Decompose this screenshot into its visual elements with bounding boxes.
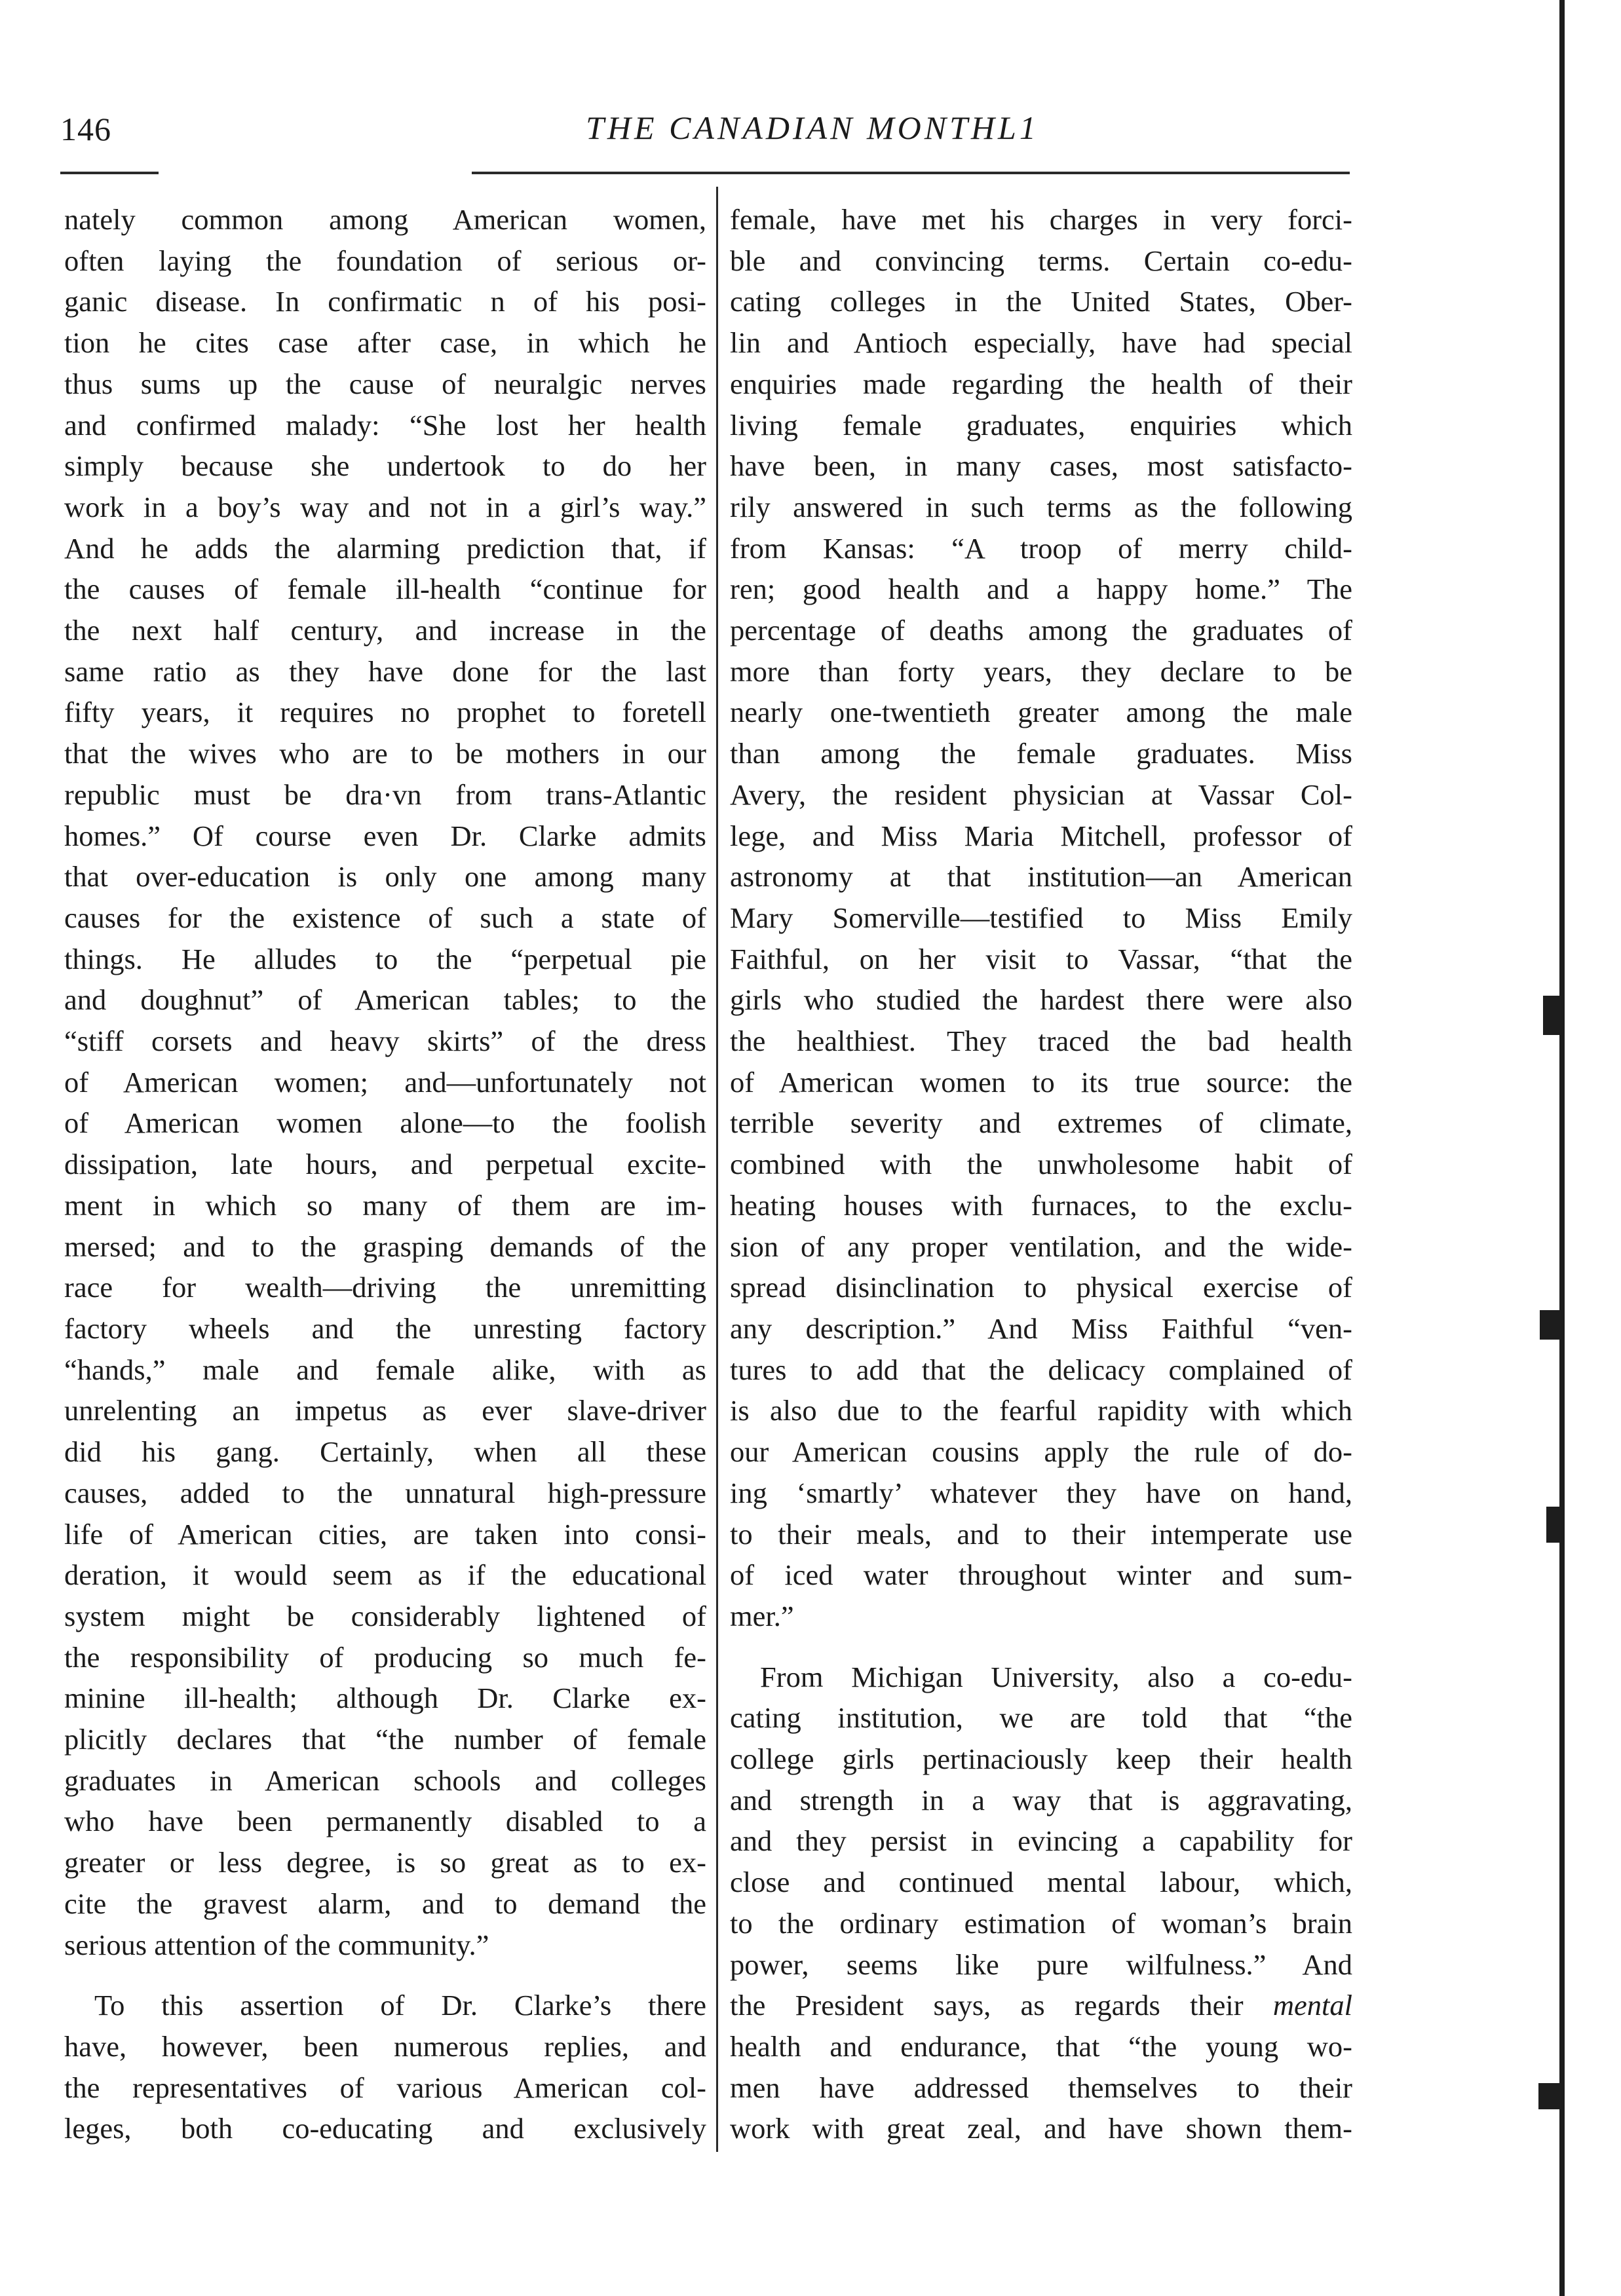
- text-line: [730, 1944, 1352, 1985]
- text-line: rily answered in such terms as the following: [730, 490, 1352, 523]
- text-line: same ratio as they have done for the last: [64, 654, 706, 688]
- text-line: of American women to its true source: the: [730, 1065, 1352, 1099]
- text-line: plicitly declares that “the number of female: [64, 1723, 706, 1756]
- text-line: ble and convincing terms. Certain co-edu-: [730, 244, 1352, 277]
- text-line: greater or less degree, is so great as to ex-: [64, 1846, 706, 1879]
- text-line: republic must be dra·vn from trans-Atlantic: [64, 778, 706, 811]
- text-line: of American women alone—to the foolish: [64, 1106, 706, 1140]
- text-line: our American cousins apply the rule of do-: [730, 1435, 1352, 1469]
- column-divider: [716, 187, 718, 2152]
- text-line: the healthiest. They traced the bad health: [730, 1025, 1352, 1058]
- text-line: system might be considerably lightened of: [64, 1599, 706, 1632]
- binding-edge: [1559, 0, 1565, 2296]
- binding-mark: [1546, 1507, 1563, 1543]
- text-line: of American women; and—unfortunately not: [64, 1065, 706, 1099]
- text-line: percentage of deaths among the graduates of: [730, 614, 1352, 647]
- text-line: causes, added to the unnatural high-pressure: [64, 1476, 706, 1509]
- text-run: and strength in a way that is aggravating,: [730, 1783, 1352, 1816]
- text-line: nately common among American women,: [64, 203, 706, 236]
- text-run: cating institution, we are told that “the: [730, 1701, 1352, 1735]
- text-line: more than forty years, they declare to be: [730, 654, 1352, 688]
- text-line: astronomy at that institution—an American: [730, 860, 1352, 894]
- text-line: cating colleges in the United States, Ober-: [730, 285, 1352, 318]
- text-line: causes for the existence of such a state of: [64, 901, 706, 934]
- text-line: nearly one-twentieth greater among the male: [730, 696, 1352, 729]
- text-line: unrelenting an impetus as ever slave-driver: [64, 1394, 706, 1427]
- text-line: have been, in many cases, most satisfacto-: [730, 449, 1352, 483]
- binding-mark: [1543, 996, 1563, 1035]
- text-line: often laying the foundation of serious or-: [64, 244, 706, 277]
- text-line: And he adds the alarming prediction that, if: [64, 531, 706, 565]
- text-line: tures to add that the delicacy complained of: [730, 1353, 1352, 1386]
- text-line: ing ‘smartly’ whatever they have on hand,: [730, 1476, 1352, 1509]
- text-line: of iced water throughout winter and sum-: [730, 1558, 1352, 1592]
- text-line: than among the female graduates. Miss: [730, 737, 1352, 770]
- binding-mark: [1540, 1310, 1559, 1340]
- text-line: ren; good health and a happy home.” The: [730, 573, 1352, 606]
- text-line: mersed; and to the grasping demands of the: [64, 1230, 706, 1263]
- left-column: [64, 199, 706, 2149]
- text-line: minine ill-health; although Dr. Clarke ex-: [64, 1682, 706, 1715]
- paragraph: [64, 199, 706, 1965]
- text-line: heating houses with furnaces, to the exclu-: [730, 1188, 1352, 1222]
- text-line: things. He alludes to the “perpetual pie: [64, 942, 706, 975]
- paragraph: [64, 1985, 706, 2149]
- text-line: men have addressed themselves to their: [730, 2071, 1352, 2104]
- page-number: 146: [60, 111, 111, 147]
- text-run: to the ordinary estimation of woman’s brain: [730, 1906, 1352, 1940]
- text-line: living female graduates, enquiries which: [730, 408, 1352, 442]
- text-line: spread disinclination to physical exercise of: [730, 1271, 1352, 1304]
- text-line: terrible severity and extremes of climate,: [730, 1106, 1352, 1140]
- text-run: and they persist in evincing a capability for: [730, 1824, 1352, 1858]
- text-run: college girls pertinaciously keep their health: [730, 1742, 1352, 1776]
- text-line: lege, and Miss Maria Mitchell, professor of: [730, 819, 1352, 852]
- text-line: “stiff corsets and heavy skirts” of the dress: [64, 1025, 706, 1058]
- text-line: work with great zeal, and have shown them-: [730, 2112, 1352, 2145]
- text-line: dissipation, late hours, and perpetual excite-: [64, 1148, 706, 1181]
- text-line: have, however, been numerous replies, and: [64, 2029, 706, 2063]
- text-line: [730, 1657, 1352, 1698]
- text-line: [730, 1985, 1352, 2026]
- paragraph: [730, 199, 1352, 1637]
- text-line: life of American cities, are taken into consi-: [64, 1517, 706, 1551]
- text-line: [730, 1739, 1352, 1780]
- text-line: who have been permanently disabled to a: [64, 1805, 706, 1838]
- text-line: Mary Somerville—testified to Miss Emily: [730, 901, 1352, 934]
- text-line: serious attention of the community.”: [64, 1928, 489, 1961]
- text-line: sion of any proper ventilation, and the wide-: [730, 1230, 1352, 1263]
- text-line: the next half century, and increase in the: [64, 614, 706, 647]
- text-line: thus sums up the cause of neuralgic nerves: [64, 367, 706, 400]
- header-rule-right: [472, 172, 1350, 174]
- text-line: combined with the unwholesome habit of: [730, 1148, 1352, 1181]
- text-line: is also due to the fearful rapidity with which: [730, 1394, 1352, 1427]
- text-line: Avery, the resident physician at Vassar Col-: [730, 778, 1352, 811]
- text-line: and confirmed malady: “She lost her health: [64, 408, 706, 442]
- right-column: [730, 199, 1352, 2149]
- text-line: to their meals, and to their intemperate use: [730, 1517, 1352, 1551]
- text-run: From Michigan University, also a co-edu-: [760, 1660, 1352, 1693]
- text-line: fifty years, it requires no prophet to foretell: [64, 696, 706, 729]
- text-line: health and endurance, that “the young wo-: [730, 2029, 1352, 2063]
- text-line: did his gang. Certainly, when all these: [64, 1435, 706, 1469]
- text-line: race for wealth—driving the unremitting: [64, 1271, 706, 1304]
- text-line: female, have met his charges in very forci-: [730, 203, 1352, 236]
- binding-mark: [1538, 2083, 1565, 2109]
- text-line: from Kansas: “A troop of merry child-: [730, 531, 1352, 565]
- text-line: work in a boy’s way and not in a girl’s way.”: [64, 490, 706, 523]
- text-run: power, seems like pure wilfulness.” And: [730, 1948, 1352, 1981]
- text-line: that over-education is only one among many: [64, 860, 706, 894]
- text-line: that the wives who are to be mothers in our: [64, 737, 706, 770]
- paragraph: [730, 1657, 1352, 2149]
- text-line: the responsibility of producing so much fe-: [64, 1640, 706, 1674]
- text-line: homes.” Of course even Dr. Clarke admits: [64, 819, 706, 852]
- running-title: THE CANADIAN MONTHL1: [586, 109, 1039, 146]
- text-run: close and continued mental labour, which,: [730, 1866, 1352, 1899]
- text-line: leges, both co-educating and exclusively: [64, 2112, 706, 2145]
- text-line: enquiries made regarding the health of their: [730, 367, 1352, 400]
- text-line: lin and Antioch especially, have had special: [730, 326, 1352, 360]
- text-line: girls who studied the hardest there were also: [730, 983, 1352, 1017]
- text-line: cite the gravest alarm, and to demand the: [64, 1887, 706, 1920]
- text-line: deration, it would seem as if the educational: [64, 1558, 706, 1592]
- text-line: ment in which so many of them are im-: [64, 1188, 706, 1222]
- text-line: the representatives of various American col-: [64, 2071, 706, 2104]
- text-run: the President says, as regards their: [730, 1989, 1273, 2022]
- text-line: To this assertion of Dr. Clarke’s there: [94, 1989, 706, 2022]
- text-line: the causes of female ill-health “continue for: [64, 573, 706, 606]
- text-line: [730, 1862, 1352, 1903]
- header-rule-left: [60, 172, 159, 174]
- text-line: graduates in American schools and colleges: [64, 1763, 706, 1797]
- text-line: and doughnut” of American tables; to the: [64, 983, 706, 1017]
- italic-word: mental: [1272, 1989, 1352, 2022]
- text-line: mer.”: [730, 1599, 794, 1632]
- text-line: [730, 1820, 1352, 1862]
- text-line: factory wheels and the unresting factory: [64, 1311, 706, 1345]
- text-line: [730, 1697, 1352, 1739]
- text-line: [730, 1903, 1352, 1944]
- text-line: [730, 1780, 1352, 1821]
- text-line: “hands,” male and female alike, with as: [64, 1353, 706, 1386]
- text-line: tion he cites case after case, in which he: [64, 326, 706, 360]
- text-line: any description.” And Miss Faithful “ven-: [730, 1311, 1352, 1345]
- text-line: ganic disease. In confirmatic n of his posi-: [64, 285, 706, 318]
- text-line: simply because she undertook to do her: [64, 449, 706, 483]
- text-line: Faithful, on her visit to Vassar, “that the: [730, 942, 1352, 975]
